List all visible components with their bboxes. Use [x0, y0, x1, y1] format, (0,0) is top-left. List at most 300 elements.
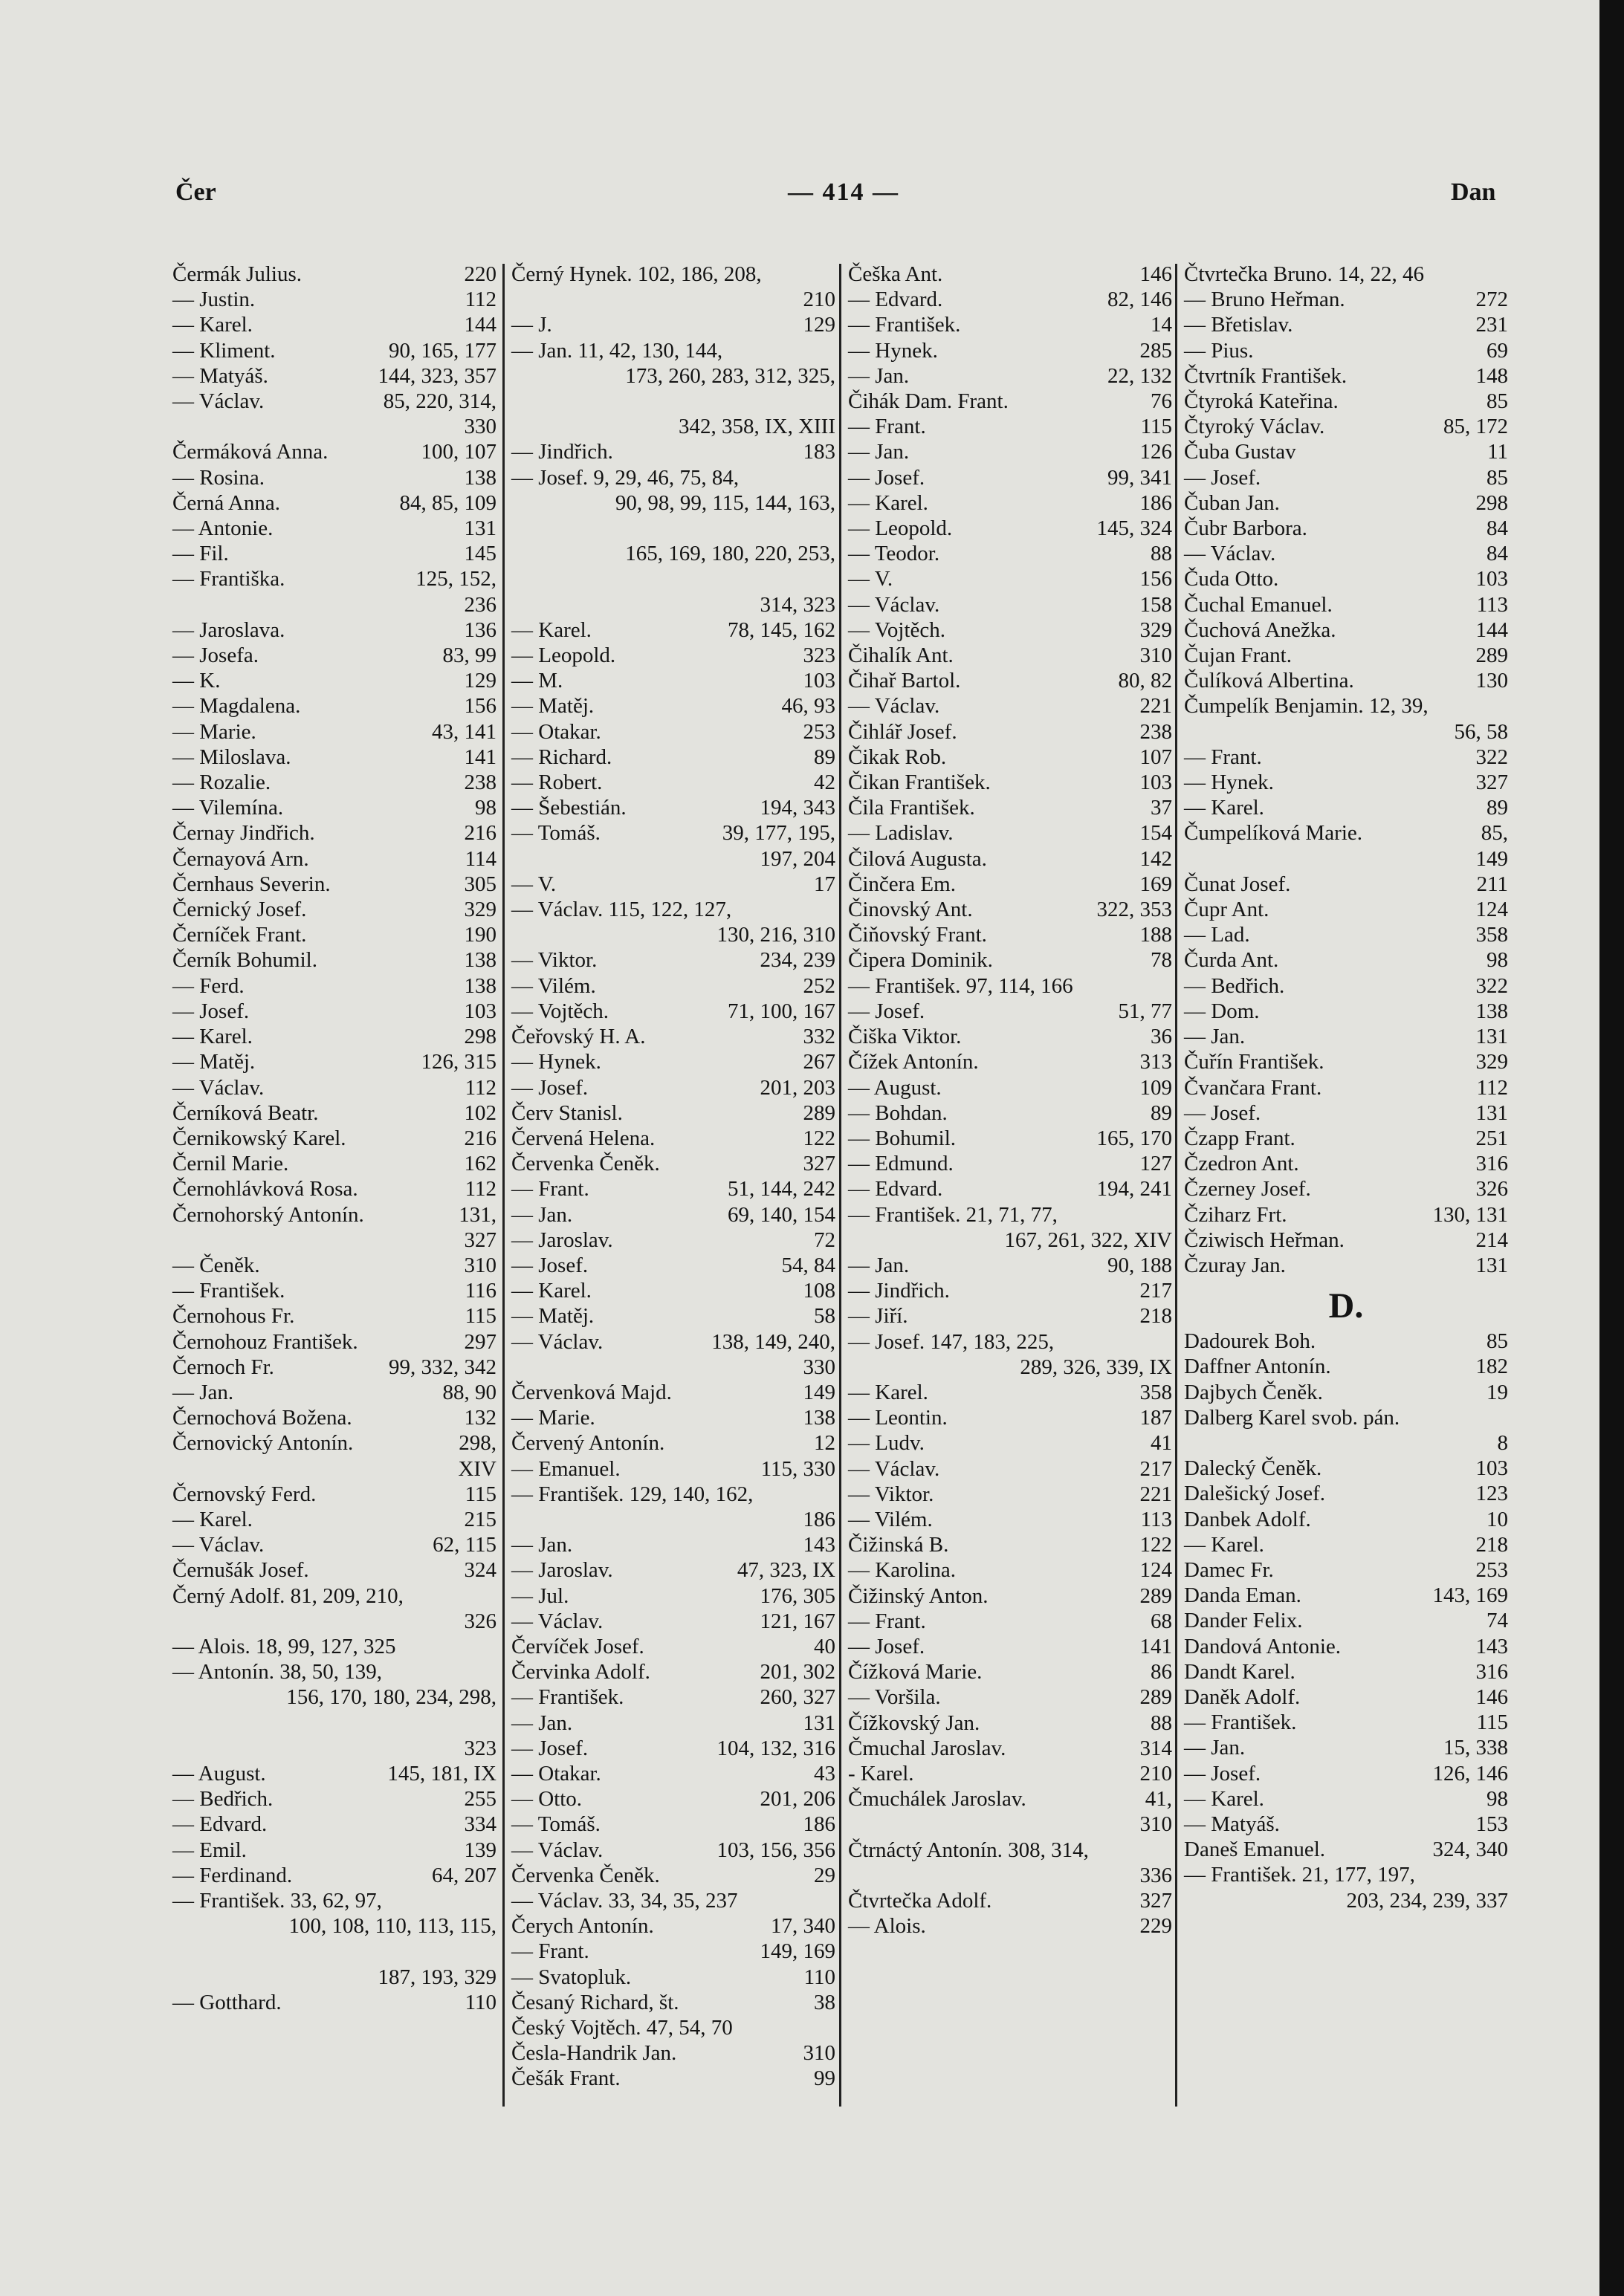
entry-pages: 51, 77	[1118, 999, 1172, 1023]
entry-pages: 229	[1139, 1914, 1172, 1939]
entry-pages: 314	[1139, 1736, 1172, 1760]
index-entry	[172, 872, 496, 897]
entry-name: — Jan.	[172, 1380, 234, 1404]
entry-name: Čzedron Ant.	[1184, 1152, 1299, 1176]
index-entry	[1184, 1532, 1508, 1557]
entry-name: Dalberg Karel svob. pán.	[1184, 1405, 1400, 1430]
entry-name: Čuchal Emanuel.	[1184, 592, 1333, 617]
entry-pages: 129	[464, 669, 496, 693]
index-entry	[848, 1761, 1172, 1786]
index-entry	[848, 566, 1172, 591]
index-entry	[1184, 643, 1508, 668]
entry-name: — Leontin.	[848, 1406, 948, 1430]
entry-continuation: 289, 326, 339, IX	[1020, 1355, 1172, 1379]
index-entry	[511, 1228, 835, 1253]
entry-pages: 153	[1475, 1812, 1508, 1836]
index-entry	[511, 693, 835, 719]
entry-name: — Tomáš.	[511, 821, 601, 846]
entry-name: Čihák Dam. Frant.	[848, 389, 1009, 414]
index-entry	[511, 617, 835, 643]
entry-pages: 42	[814, 771, 835, 795]
index-entry	[172, 1100, 496, 1126]
entry-name: — Jan.	[848, 1253, 910, 1277]
entry-name: Černohous Fr.	[172, 1304, 295, 1329]
index-entry	[172, 999, 496, 1024]
entry-name: — Edvard.	[172, 1812, 268, 1837]
entry-pages: 68	[1151, 1609, 1172, 1633]
index-entry	[1184, 287, 1508, 312]
index-entry	[511, 1939, 835, 1964]
index-entry	[848, 1100, 1172, 1126]
entry-continuation: 342, 358, IX, XIII	[678, 415, 835, 439]
entry-continuation: 326	[464, 1609, 496, 1633]
entry-pages: 15, 338	[1443, 1736, 1508, 1760]
entry-pages: 36	[1151, 1025, 1172, 1049]
entry-pages: 289	[1475, 643, 1508, 668]
entry-pages: 324	[464, 1558, 496, 1583]
entry-name: Čtvrtečka Bruno. 14, 22, 46	[1184, 262, 1424, 286]
index-entry	[172, 439, 496, 464]
index-entry	[172, 1075, 496, 1100]
index-entry	[848, 1786, 1172, 1837]
entry-pages: 329	[464, 898, 496, 922]
entry-name: — V.	[848, 567, 893, 591]
entry-name: — Edmund.	[848, 1152, 954, 1176]
entry-pages: 116	[465, 1279, 496, 1303]
index-entry	[1184, 262, 1508, 287]
entry-pages: 221	[1139, 694, 1172, 719]
column-rule	[1175, 264, 1177, 2107]
entry-pages: 156	[464, 694, 496, 719]
index-entry	[848, 465, 1172, 490]
index-entry	[1184, 1100, 1508, 1126]
entry-name: Čuban Jan.	[1184, 490, 1280, 515]
entry-pages: 132	[464, 1406, 496, 1430]
entry-name: Čiňovský Frant.	[848, 923, 987, 947]
entry-pages: 108	[803, 1279, 835, 1303]
entry-name: Čtyroký Václav.	[1184, 415, 1325, 439]
entry-name: — Jan.	[1184, 1736, 1246, 1760]
entry-name: — Svatopluk.	[511, 1965, 632, 1989]
entry-name: — Vilém.	[511, 973, 596, 998]
entry-name: Černovský Ferd.	[172, 1482, 317, 1506]
entry-name: Černay Jindřich.	[172, 821, 315, 846]
index-entry	[172, 516, 496, 541]
entry-pages: 139	[464, 1838, 496, 1862]
entry-name: — Břetislav.	[1184, 313, 1293, 337]
entry-pages: 17, 340	[771, 1914, 835, 1939]
entry-continuation: 310	[1139, 1812, 1172, 1837]
index-entry	[172, 1355, 496, 1380]
entry-pages: 131	[803, 1710, 835, 1735]
entry-name: Čihalík Ant.	[848, 643, 954, 668]
index-entry	[1184, 1659, 1508, 1684]
index-entry	[1184, 1126, 1508, 1151]
entry-pages: 165, 170	[1096, 1126, 1172, 1150]
entry-name: — Antonie.	[172, 516, 274, 541]
entry-pages: 124	[1139, 1558, 1172, 1583]
index-entry	[1184, 312, 1508, 337]
entry-name: — Josefa.	[172, 643, 259, 668]
entry-name: Čížková Marie.	[848, 1660, 983, 1684]
entry-name: Čížek Antonín.	[848, 1050, 979, 1074]
entry-pages: 103	[1139, 771, 1172, 795]
entry-name: — Karel.	[172, 1507, 253, 1531]
index-entry	[848, 1659, 1172, 1684]
entry-continuation: 173, 260, 283, 312, 325,	[625, 363, 835, 388]
entry-continuation: XIV	[458, 1456, 496, 1481]
entry-name: — Šebestián.	[511, 796, 627, 820]
index-entry	[172, 1024, 496, 1049]
entry-pages: 220	[464, 262, 496, 286]
entry-name: Česaný Richard, št.	[511, 1990, 679, 2014]
index-entry	[848, 1075, 1172, 1100]
entry-name: — Vojtěch.	[848, 617, 946, 642]
entry-pages: 310	[464, 1253, 496, 1277]
entry-name: — Jan.	[511, 1202, 573, 1227]
entry-name: Černický Josef.	[172, 898, 307, 922]
entry-name: Černík Bohumil.	[172, 948, 317, 973]
entry-pages: 214	[1475, 1228, 1508, 1252]
entry-name: Černá Anna.	[172, 490, 280, 515]
index-entry	[848, 770, 1172, 795]
entry-continuation: 130, 216, 310	[716, 923, 835, 947]
entry-pages: 131	[1475, 1025, 1508, 1049]
entry-name: — Jaroslav.	[511, 1558, 613, 1583]
index-entry	[511, 389, 835, 439]
index-entry	[1184, 1075, 1508, 1100]
index-entry	[848, 745, 1172, 770]
entry-name: — František. 33, 62, 97,	[172, 1889, 382, 1913]
index-entry	[172, 363, 496, 389]
index-entry	[1184, 1507, 1508, 1532]
entry-name: — Josef.	[511, 1075, 589, 1100]
entry-pages: 38	[814, 1990, 835, 2014]
index-entry	[1184, 1862, 1508, 1913]
entry-name: — Otakar.	[511, 719, 601, 744]
index-entry	[511, 795, 835, 820]
index-entry	[172, 643, 496, 668]
entry-pages: 142	[1139, 846, 1172, 871]
entry-name: — M.	[511, 669, 563, 693]
entry-pages: 103, 156, 356	[716, 1838, 835, 1862]
entry-pages: 194, 241	[1096, 1177, 1172, 1201]
entry-pages: 329	[1139, 617, 1172, 642]
index-entry	[172, 1482, 496, 1507]
entry-name: Černíková Beatr.	[172, 1100, 319, 1125]
entry-name: — Jan. 11, 42, 130, 144,	[511, 338, 723, 363]
entry-name: — Václav.	[511, 1609, 604, 1633]
index-entry	[848, 1838, 1172, 1888]
entry-pages: 110	[803, 1965, 835, 1989]
index-entry	[511, 1049, 835, 1074]
index-entry	[1184, 693, 1508, 744]
entry-name: Čihař Bartol.	[848, 669, 961, 693]
entry-pages: 313	[1139, 1050, 1172, 1074]
entry-name: — Lad.	[1184, 923, 1250, 947]
index-entry	[1184, 617, 1508, 643]
index-entry	[848, 795, 1172, 820]
entry-name: Černayová Arn.	[172, 846, 309, 871]
entry-pages: 289	[1139, 1685, 1172, 1710]
index-entry	[172, 1786, 496, 1812]
index-entry	[172, 1710, 496, 1761]
section-heading: D.	[1328, 1286, 1364, 1326]
entry-name: — Otto.	[511, 1787, 583, 1812]
index-entry	[1184, 1837, 1508, 1862]
entry-pages: 324, 340	[1432, 1838, 1508, 1862]
entry-name: Černochová Božena.	[172, 1406, 352, 1430]
entry-name: — Václav. 115, 122, 127,	[511, 898, 732, 922]
index-entry	[848, 1710, 1172, 1736]
entry-name: — František. 21, 71, 77,	[848, 1202, 1058, 1227]
entry-name: Čzapp Frant.	[1184, 1126, 1295, 1150]
entry-pages: 112	[1476, 1075, 1508, 1100]
entry-continuation: 197, 204	[760, 846, 835, 871]
index-entry	[172, 1583, 496, 1634]
index-entry	[172, 719, 496, 745]
column-rule	[839, 264, 841, 2107]
index-entry	[1184, 770, 1508, 795]
index-entry	[172, 745, 496, 770]
entry-pages: 69, 140, 154	[728, 1202, 835, 1227]
entry-pages: 90, 188	[1107, 1253, 1172, 1277]
entry-pages: 148	[1475, 363, 1508, 388]
entry-name: — Frant.	[848, 1609, 926, 1633]
entry-name: — Čeněk.	[172, 1253, 260, 1277]
entry-name: Danda Eman.	[1184, 1583, 1301, 1608]
entry-pages: 130	[1475, 669, 1508, 693]
entry-name: — Karel.	[511, 617, 592, 642]
index-entry	[511, 1786, 835, 1812]
entry-pages: 329	[1475, 1050, 1508, 1074]
index-entry	[172, 1176, 496, 1201]
index-entry	[1184, 1151, 1508, 1176]
entry-name: — Antonín. 38, 50, 139,	[172, 1660, 382, 1684]
entry-pages: 285	[1139, 338, 1172, 363]
entry-pages: 138	[803, 1406, 835, 1430]
entry-pages: 85	[1486, 465, 1508, 490]
index-entry	[1184, 1405, 1508, 1456]
entry-pages: 12	[814, 1431, 835, 1456]
index-entry	[172, 820, 496, 846]
entry-name: — Karolina.	[848, 1558, 956, 1583]
index-entry	[848, 338, 1172, 363]
entry-pages: 334	[464, 1812, 496, 1837]
entry-name: Černohouz František.	[172, 1329, 358, 1354]
entry-pages: 100, 107	[421, 440, 496, 464]
entry-name: — Marie.	[511, 1406, 595, 1430]
entry-name: Černil Marie.	[172, 1152, 289, 1176]
entry-name: — Bohumil.	[848, 1126, 957, 1150]
entry-pages: 144, 323, 357	[378, 363, 496, 388]
index-entry	[172, 312, 496, 337]
index-entry	[848, 363, 1172, 389]
entry-name: — Edvard.	[848, 288, 943, 312]
entry-pages: 104, 132, 316	[716, 1736, 835, 1760]
entry-continuation: 187, 193, 329	[378, 1965, 496, 1989]
entry-name: — Josef.	[848, 1634, 925, 1658]
index-entry	[848, 719, 1172, 745]
running-head-right: Dan	[1451, 178, 1496, 206]
entry-name: — Matyáš.	[1184, 1812, 1280, 1836]
entry-name: Černohorský Antonín.	[172, 1202, 364, 1227]
entry-pages: 76	[1151, 389, 1172, 414]
entry-pages: 127	[1139, 1152, 1172, 1176]
entry-name: Čubr Barbora.	[1184, 516, 1307, 541]
entry-name: Černušák Josef.	[172, 1558, 309, 1583]
index-entry	[511, 745, 835, 770]
entry-name: — Frant.	[1184, 745, 1262, 769]
index-entry	[172, 1634, 496, 1659]
entry-pages: 143	[1475, 1634, 1508, 1658]
index-entry	[848, 592, 1172, 617]
entry-continuation: 236	[464, 592, 496, 617]
entry-name: — Frant.	[511, 1939, 589, 1964]
entry-pages: 253	[1475, 1557, 1508, 1582]
entry-name: — Františka.	[172, 567, 285, 591]
index-entry	[1184, 1354, 1508, 1379]
index-entry	[172, 1405, 496, 1430]
index-entry	[511, 719, 835, 745]
entry-name: — Václav.	[848, 592, 940, 617]
entry-pages: 22, 132	[1107, 363, 1172, 388]
entry-name: — Ferdinand.	[172, 1863, 293, 1887]
entry-name: — Viktor.	[848, 1482, 934, 1506]
index-entry	[848, 490, 1172, 516]
entry-pages: 90, 165, 177	[389, 338, 496, 363]
index-entry	[848, 1888, 1172, 1913]
entry-name: — August.	[848, 1075, 942, 1100]
entry-name: — František. 129, 140, 162,	[511, 1482, 754, 1506]
entry-name: — Rozalie.	[172, 771, 271, 795]
entry-pages: 149, 169	[760, 1939, 835, 1964]
entry-name: — Ferd.	[172, 973, 245, 998]
entry-name: — Viktor.	[511, 948, 598, 973]
entry-name: Červ Stanisl.	[511, 1100, 623, 1125]
index-entry	[511, 1024, 835, 1049]
entry-pages: 37	[1151, 796, 1172, 820]
index-entry	[1184, 1456, 1508, 1481]
index-entry	[1184, 566, 1508, 591]
index-entry	[511, 1253, 835, 1278]
entry-name: Červíček Josef.	[511, 1634, 644, 1658]
entry-pages: 136	[464, 617, 496, 642]
index-entry	[1184, 922, 1508, 947]
entry-name: — J.	[511, 313, 552, 337]
entry-name: — Václav.	[511, 1329, 604, 1354]
index-entry	[1184, 897, 1508, 922]
entry-name: Čížkovský Jan.	[848, 1710, 980, 1735]
entry-name: — Hynek.	[511, 1050, 601, 1074]
index-entry	[848, 617, 1172, 643]
index-entry	[511, 1151, 835, 1176]
entry-name: — August.	[172, 1761, 266, 1786]
index-entry	[848, 312, 1172, 337]
entry-pages: 217	[1139, 1456, 1172, 1481]
entry-name: Čižinská B.	[848, 1533, 949, 1557]
index-entry	[172, 1253, 496, 1278]
entry-pages: 88	[1151, 542, 1172, 566]
index-entry	[1184, 490, 1508, 516]
entry-pages: 327	[1475, 771, 1508, 795]
index-entry	[172, 795, 496, 820]
index-entry	[848, 872, 1172, 897]
index-entry	[848, 516, 1172, 541]
index-entry	[511, 643, 835, 668]
index-entry	[172, 1761, 496, 1786]
index-entry	[511, 973, 835, 999]
entry-pages: 358	[1139, 1380, 1172, 1404]
entry-name: — Emanuel.	[511, 1456, 621, 1481]
index-entry	[172, 770, 496, 795]
entry-pages: 130, 131	[1432, 1202, 1508, 1227]
entry-pages: 316	[1475, 1659, 1508, 1684]
entry-pages: 131	[464, 516, 496, 541]
entry-name: Čmuchálek Jaroslav.	[848, 1787, 1026, 1812]
entry-name: — Josef. 147, 183, 225,	[848, 1329, 1055, 1354]
entry-name: Černhaus Severin.	[172, 872, 331, 896]
index-entry	[511, 1126, 835, 1151]
entry-pages: 298	[464, 1025, 496, 1049]
index-entry	[848, 414, 1172, 439]
entry-name: Čtvrtečka Adolf.	[848, 1889, 992, 1913]
entry-name: Dadourek Boh.	[1184, 1329, 1316, 1354]
entry-pages: 99	[814, 2066, 835, 2091]
entry-pages: 115	[465, 1304, 496, 1329]
entry-name: Dalecký Čeněk.	[1184, 1456, 1322, 1481]
entry-name: — Tomáš.	[511, 1812, 601, 1837]
index-entry	[848, 1583, 1172, 1609]
index-entry	[172, 1532, 496, 1557]
entry-name: Červenka Čeněk.	[511, 1152, 660, 1176]
column-rule	[502, 264, 505, 2107]
entry-name: Červený Antonín.	[511, 1431, 665, 1456]
entry-name: Červenková Majd.	[511, 1380, 672, 1404]
entry-name: Čzuray Jan.	[1184, 1253, 1286, 1277]
entry-pages: 143	[803, 1533, 835, 1557]
index-entry	[511, 1913, 835, 1939]
entry-pages: 72	[814, 1228, 835, 1252]
index-entry	[1184, 1684, 1508, 1710]
index-entry	[1184, 1202, 1508, 1228]
index-entry	[172, 1939, 496, 1989]
entry-pages: 231	[1475, 313, 1508, 337]
entry-pages: 298	[1475, 490, 1508, 515]
index-column-2	[511, 262, 835, 2092]
index-entry	[511, 1557, 835, 1583]
entry-pages: 297	[464, 1329, 496, 1354]
index-entry	[848, 1049, 1172, 1074]
index-entry	[848, 1634, 1172, 1659]
index-entry	[172, 1557, 496, 1583]
entry-name: Češák Frant.	[511, 2066, 621, 2091]
entry-pages: 40	[814, 1634, 835, 1658]
entry-pages: 85, 220, 314,	[383, 389, 496, 414]
index-entry	[1184, 1710, 1508, 1735]
index-entry	[1184, 1634, 1508, 1659]
entry-pages: 47, 323, IX	[737, 1558, 835, 1583]
entry-pages: 112	[465, 288, 496, 312]
entry-name: — František. 21, 177, 197,	[1184, 1863, 1415, 1887]
entry-pages: 316	[1475, 1152, 1508, 1176]
entry-name: — Josef.	[511, 1736, 589, 1760]
entry-continuation: 165, 169, 180, 220, 253,	[625, 542, 835, 566]
entry-name: Čuba Gustav	[1184, 440, 1296, 464]
entry-name: Čikak Rob.	[848, 745, 947, 769]
index-entry	[172, 922, 496, 947]
entry-pages: 43	[814, 1761, 835, 1786]
